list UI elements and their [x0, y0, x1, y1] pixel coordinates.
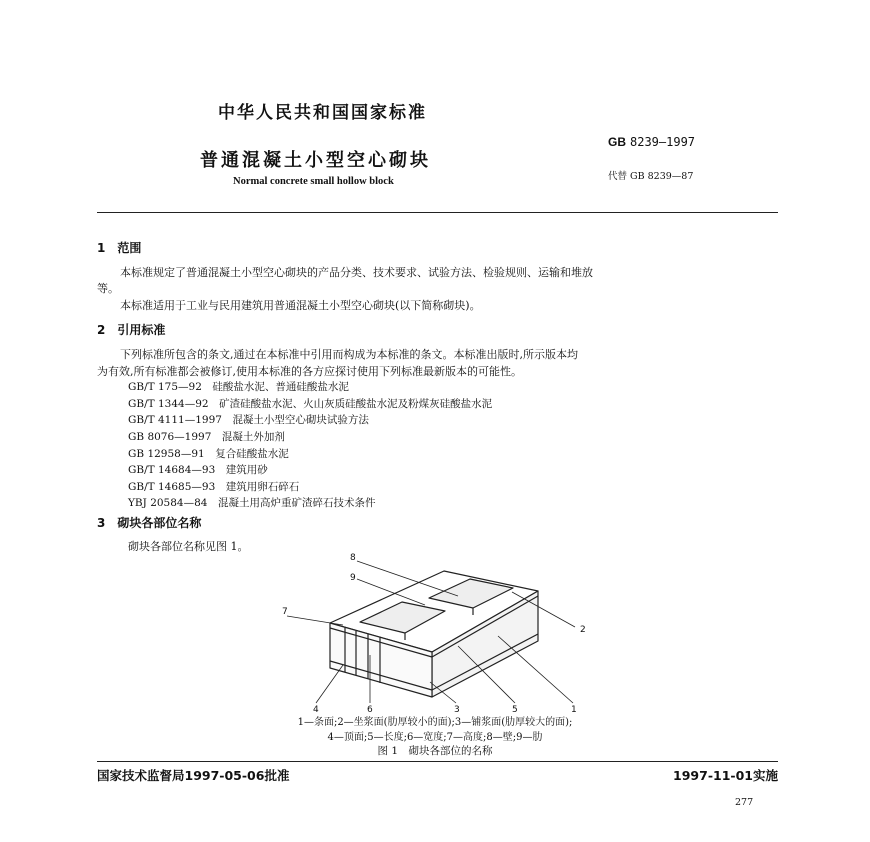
section-1-heading: 1 范围 [97, 241, 142, 255]
label-9: 9 [350, 573, 356, 583]
label-3: 3 [454, 705, 460, 713]
section-2-para-line2: 为有效,所有标准都会被修订,使用本标准的各方应探讨使用下列标准最新版本的可能性。 [97, 365, 522, 378]
page-number: 277 [735, 797, 754, 808]
ref-item: GB/T 14685—93 建筑用卵石碎石 [128, 481, 300, 493]
ref-item: GB/T 175—92 硅酸盐水泥、普通硅酸盐水泥 [128, 381, 349, 393]
section-2-heading: 2 引用标准 [97, 323, 166, 337]
label-1: 1 [571, 705, 577, 713]
ref-item: YBJ 20584—84 混凝土用高炉重矿渣碎石技术条件 [128, 497, 376, 509]
label-4: 4 [313, 705, 319, 713]
ref-item: GB/T 4111—1997 混凝土小型空心砌块试验方法 [128, 414, 369, 426]
label-6: 6 [367, 705, 373, 713]
label-2: 2 [580, 625, 586, 635]
label-5: 5 [512, 705, 518, 713]
header-divider [97, 212, 778, 213]
approval-date: 国家技术监督局1997-05-06批准 [97, 768, 290, 783]
replaces-standard: 代替 GB 8239—87 [608, 171, 694, 182]
ref-item: GB 12958—91 复合硅酸盐水泥 [128, 448, 289, 460]
standard-title-cn: 普通混凝土小型空心砌块 [200, 150, 431, 171]
ref-item: GB/T 1344—92 矿渣硅酸盐水泥、火山灰质硅酸盐水泥及粉煤灰硅酸盐水泥 [128, 398, 493, 410]
figure-caption: 图 1 砌块各部位的名称 [377, 745, 493, 757]
section-2-para-line1: 下列标准所包含的条文,通过在本标准中引用而构成为本标准的条文。本标准出版时,所示版本均 [120, 348, 578, 361]
label-8: 8 [350, 553, 356, 563]
label-7: 7 [282, 607, 288, 617]
section-3-heading: 3 砌块各部位名称 [97, 516, 202, 530]
footer-divider [97, 761, 778, 762]
block-figure [240, 548, 640, 713]
section-3-para: 砌块各部位名称见图 1。 [128, 540, 249, 553]
standard-title-en: Normal concrete small hollow block [233, 176, 394, 187]
standard-number [608, 135, 695, 149]
section-1-para1-line1: 本标准规定了普通混凝土小型空心砌块的产品分类、技术要求、试验方法、检验规则、运输和堆放 [120, 266, 593, 279]
ref-item: GB/T 14684—93 建筑用砂 [128, 464, 268, 476]
issuing-body: 中华人民共和国国家标准 [218, 103, 427, 123]
effective-date: 1997-11-01实施 [673, 768, 778, 783]
leader-4 [316, 665, 343, 703]
gb-number: 8239—1997 [630, 135, 696, 149]
section-1-para1-line2: 等。 [97, 282, 119, 295]
leader-1 [498, 636, 573, 703]
ref-item: GB 8076—1997 混凝土外加剂 [128, 431, 285, 443]
gb-prefix: GB [608, 135, 626, 149]
figure-legend-line1: 1—条面;2—坐浆面(肋厚较小的面);3—铺浆面(肋厚较大的面); [297, 717, 573, 728]
section-1-para2: 本标准适用于工业与民用建筑用普通混凝土小型空心砌块(以下简称砌块)。 [120, 299, 481, 312]
figure-legend-line2: 4—顶面;5—长度;6—宽度;7—高度;8—壁;9—肋 [327, 732, 543, 743]
